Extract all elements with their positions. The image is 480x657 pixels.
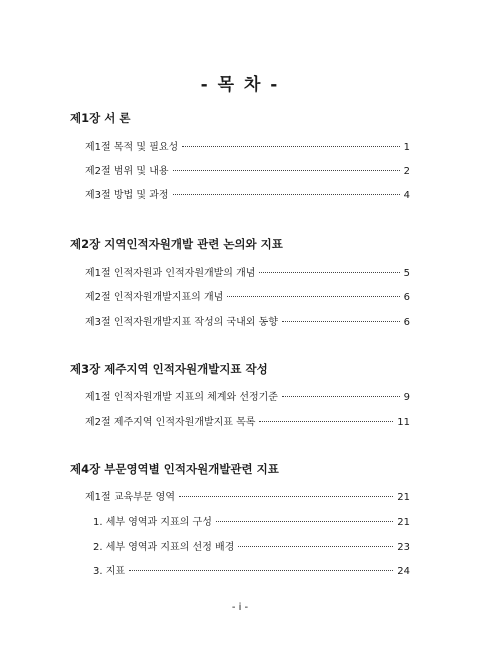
toc-entry-label: 제2절 범위 및 내용 [85, 166, 169, 177]
page-title: - 목 차 - [200, 75, 280, 95]
toc-entry-page: 11 [397, 417, 410, 428]
toc-subentry[interactable] [93, 562, 410, 577]
toc-entry-label: 1. 세부 영역과 지표의 구성 [93, 517, 212, 528]
dot-leader [259, 421, 393, 422]
toc-entry[interactable] [85, 488, 410, 503]
dot-leader [173, 194, 400, 195]
toc-entry[interactable] [85, 413, 410, 428]
toc-entry-page: 6 [403, 317, 410, 328]
dot-leader [227, 296, 399, 297]
toc-entry-label: 2. 세부 영역과 지표의 선정 배경 [93, 542, 235, 553]
toc-entry-page: 21 [397, 492, 410, 503]
toc-entry-page: 23 [397, 542, 410, 553]
dot-leader [238, 546, 393, 547]
toc-entry-label: 제2절 인적자원개발지표의 개념 [85, 292, 224, 303]
toc-entry-label: 제1절 교육부문 영역 [85, 492, 175, 503]
toc-entry-label: 제3절 인적자원개발지표 작성의 국내외 동향 [85, 317, 278, 328]
toc-entry-page: 2 [403, 166, 410, 177]
toc-entry[interactable] [85, 138, 410, 153]
toc-subentry[interactable] [93, 513, 410, 528]
toc-entry-page: 1 [403, 142, 410, 153]
toc-entry[interactable] [85, 388, 410, 403]
toc-entry-page: 4 [403, 190, 410, 201]
toc-entry-label: 제2절 제주지역 인적자원개발지표 목록 [85, 417, 256, 428]
dot-leader [173, 170, 400, 171]
dot-leader [129, 570, 393, 571]
toc-entry[interactable] [85, 186, 410, 201]
chapter-1-heading: 제1장 서 론 [70, 111, 131, 125]
dot-leader [259, 272, 399, 273]
toc-entry-label: 제3절 방법 및 과정 [85, 190, 169, 201]
chapter-2-heading: 제2장 지역인적자원개발 관련 논의와 지표 [70, 237, 283, 251]
toc-entry-label: 제1절 인적자원과 인적자원개발의 개념 [85, 268, 256, 279]
dot-leader [216, 521, 393, 522]
dot-leader [282, 321, 400, 322]
dot-leader [282, 396, 400, 397]
dot-leader [182, 146, 399, 147]
toc-entry-label: 제1절 목적 및 필요성 [85, 142, 179, 153]
toc-subentry[interactable] [93, 538, 410, 553]
toc-entry-page: 5 [403, 268, 410, 279]
chapter-4-heading: 제4장 부문영역별 인적자원개발관련 지표 [70, 462, 279, 476]
toc-entry[interactable] [85, 288, 410, 303]
toc-entry[interactable] [85, 264, 410, 279]
toc-entry-page: 24 [397, 566, 410, 577]
toc-entry-page: 21 [397, 517, 410, 528]
toc-entry-label: 제1절 인적자원개발 지표의 체계와 선정기준 [85, 392, 278, 403]
toc-entry-label: 3. 지표 [93, 566, 126, 577]
page-number-footer: - i - [231, 602, 249, 613]
toc-entry-page: 6 [403, 292, 410, 303]
chapter-3-heading: 제3장 제주지역 인적자원개발지표 작성 [70, 362, 268, 376]
toc-entry[interactable] [85, 313, 410, 328]
toc-entry[interactable] [85, 162, 410, 177]
dot-leader [179, 496, 393, 497]
toc-entry-page: 9 [403, 392, 410, 403]
